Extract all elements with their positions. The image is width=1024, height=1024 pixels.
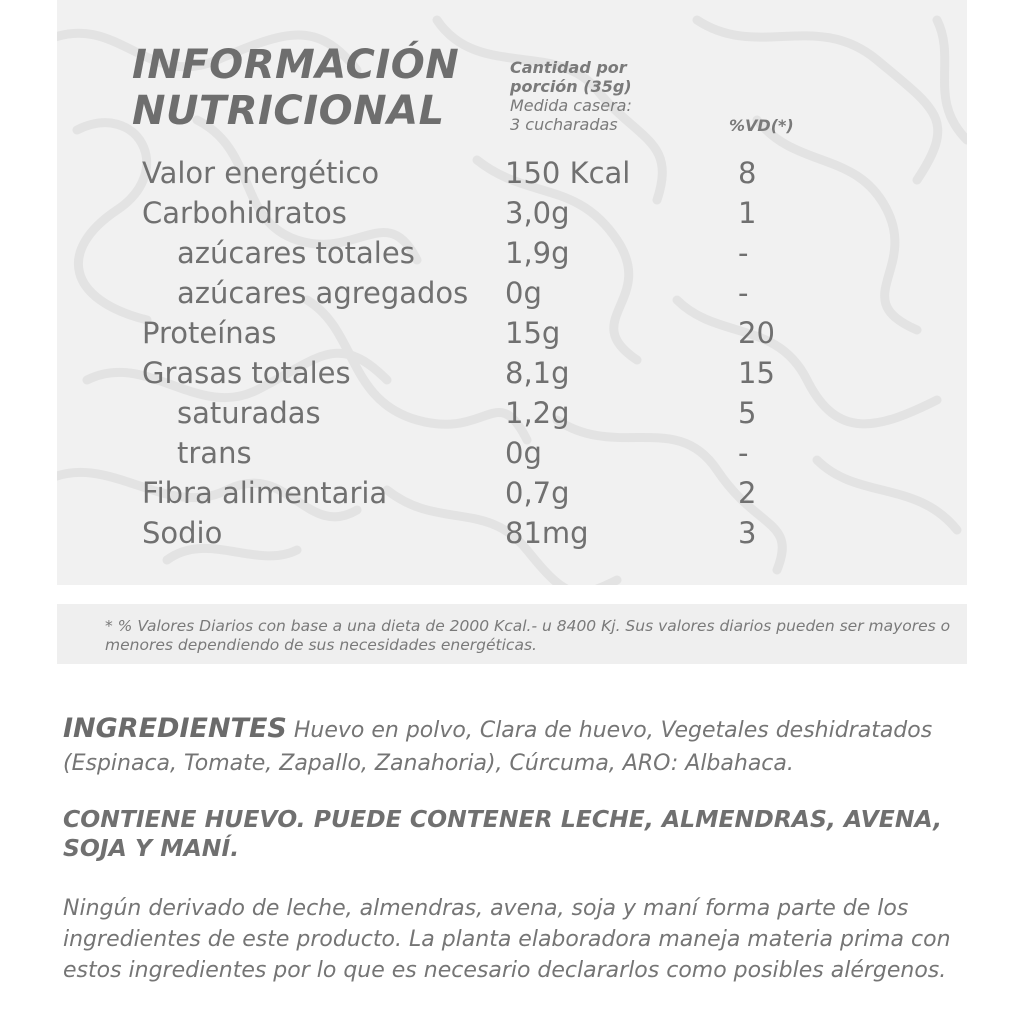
nutrient-amount: 8,1g: [505, 356, 570, 390]
nutrition-row-proteins: [57, 313, 967, 353]
allergen-warning: CONTIENE HUEVO. PUEDE CONTENER LECHE, ALMENDRAS, AVENA, SOJA Y MANÍ.: [63, 805, 943, 862]
nutrient-name: trans: [177, 436, 252, 470]
ingredients-text: Huevo en polvo, Clara de huevo, Vegetales deshidratados (Espinaca, Tomate, Zapallo, Zanahoria), Cúrcuma, ARO: Albahaca.: [63, 718, 933, 776]
nutrient-daily-value: 1: [738, 196, 757, 230]
household-measure-value: 3 cucharadas: [510, 115, 618, 134]
serving-size-value: porción (35g): [510, 77, 632, 96]
nutrient-amount: 1,2g: [505, 396, 570, 430]
nutrient-name: azúcares agregados: [177, 276, 469, 310]
ingredients-section: [63, 712, 963, 780]
nutrient-amount: 0g: [505, 436, 542, 470]
nutrient-amount: 1,9g: [505, 236, 570, 270]
serving-info: [510, 58, 632, 134]
nutrient-name: Valor energético: [142, 156, 380, 190]
nutrition-row-sodium: [57, 513, 967, 553]
nutrient-amount: 0,7g: [505, 476, 570, 510]
nutrient-daily-value: 15: [738, 356, 775, 390]
nutrient-name: Fibra alimentaria: [142, 476, 388, 510]
nutrition-row-saturated-fat: [57, 393, 967, 433]
nutrient-daily-value: -: [738, 276, 749, 310]
nutrient-name: Sodio: [142, 516, 223, 550]
nutrition-row-trans-fat: [57, 433, 967, 473]
nutrient-daily-value: 8: [738, 156, 757, 190]
daily-value-header: %VD(*): [729, 116, 794, 135]
daily-values-footnote: * % Valores Diarios con base a una dieta de 2000 Kcal.- u 8400 Kj. Sus valores diarios pueden ser mayores o menores dependiendo de sus necesidades energéticas.: [105, 617, 951, 654]
nutrition-title-line2: NUTRICIONAL: [132, 88, 445, 134]
nutrient-name: Proteínas: [142, 316, 277, 350]
nutrient-daily-value: 3: [738, 516, 757, 550]
nutrition-title-line1: INFORMACIÓN: [132, 42, 460, 88]
nutrient-name: azúcares totales: [177, 236, 415, 270]
nutrition-row-fiber: [57, 473, 967, 513]
nutrition-panel: [57, 0, 967, 585]
nutrient-amount: 15g: [505, 316, 561, 350]
nutrient-name: Grasas totales: [142, 356, 351, 390]
allergen-disclaimer: Ningún derivado de leche, almendras, avena, soja y maní forma parte de los ingredientes de este producto. La planta elaboradora maneja materia prima con estos ingredientes por lo que es necesario declararlos como posibles alérgenos.: [63, 896, 951, 983]
nutrient-amount: 81mg: [505, 516, 589, 550]
nutrient-name: Carbohidratos: [142, 196, 347, 230]
nutrient-daily-value: 2: [738, 476, 757, 510]
nutrient-amount: 150 Kcal: [505, 156, 631, 190]
footnote-box: [57, 604, 967, 664]
nutrient-daily-value: 5: [738, 396, 757, 430]
nutrient-daily-value: 20: [738, 316, 775, 350]
nutrition-row-total-sugars: [57, 233, 967, 273]
nutrition-row-carbohydrates: [57, 193, 967, 233]
nutrition-row-added-sugars: [57, 273, 967, 313]
nutrient-amount: 3,0g: [505, 196, 570, 230]
nutrient-daily-value: -: [738, 236, 749, 270]
nutrient-name: saturadas: [177, 396, 321, 430]
nutrition-rows: [57, 153, 967, 553]
serving-size-label: Cantidad por: [510, 58, 627, 77]
nutrient-amount: 0g: [505, 276, 542, 310]
nutrition-row-energy: [57, 153, 967, 193]
ingredients-label: INGREDIENTES: [63, 713, 287, 744]
nutrition-title: [132, 42, 459, 134]
household-measure-label: Medida casera:: [510, 96, 632, 115]
nutrition-row-total-fat: [57, 353, 967, 393]
nutrient-daily-value: -: [738, 436, 749, 470]
